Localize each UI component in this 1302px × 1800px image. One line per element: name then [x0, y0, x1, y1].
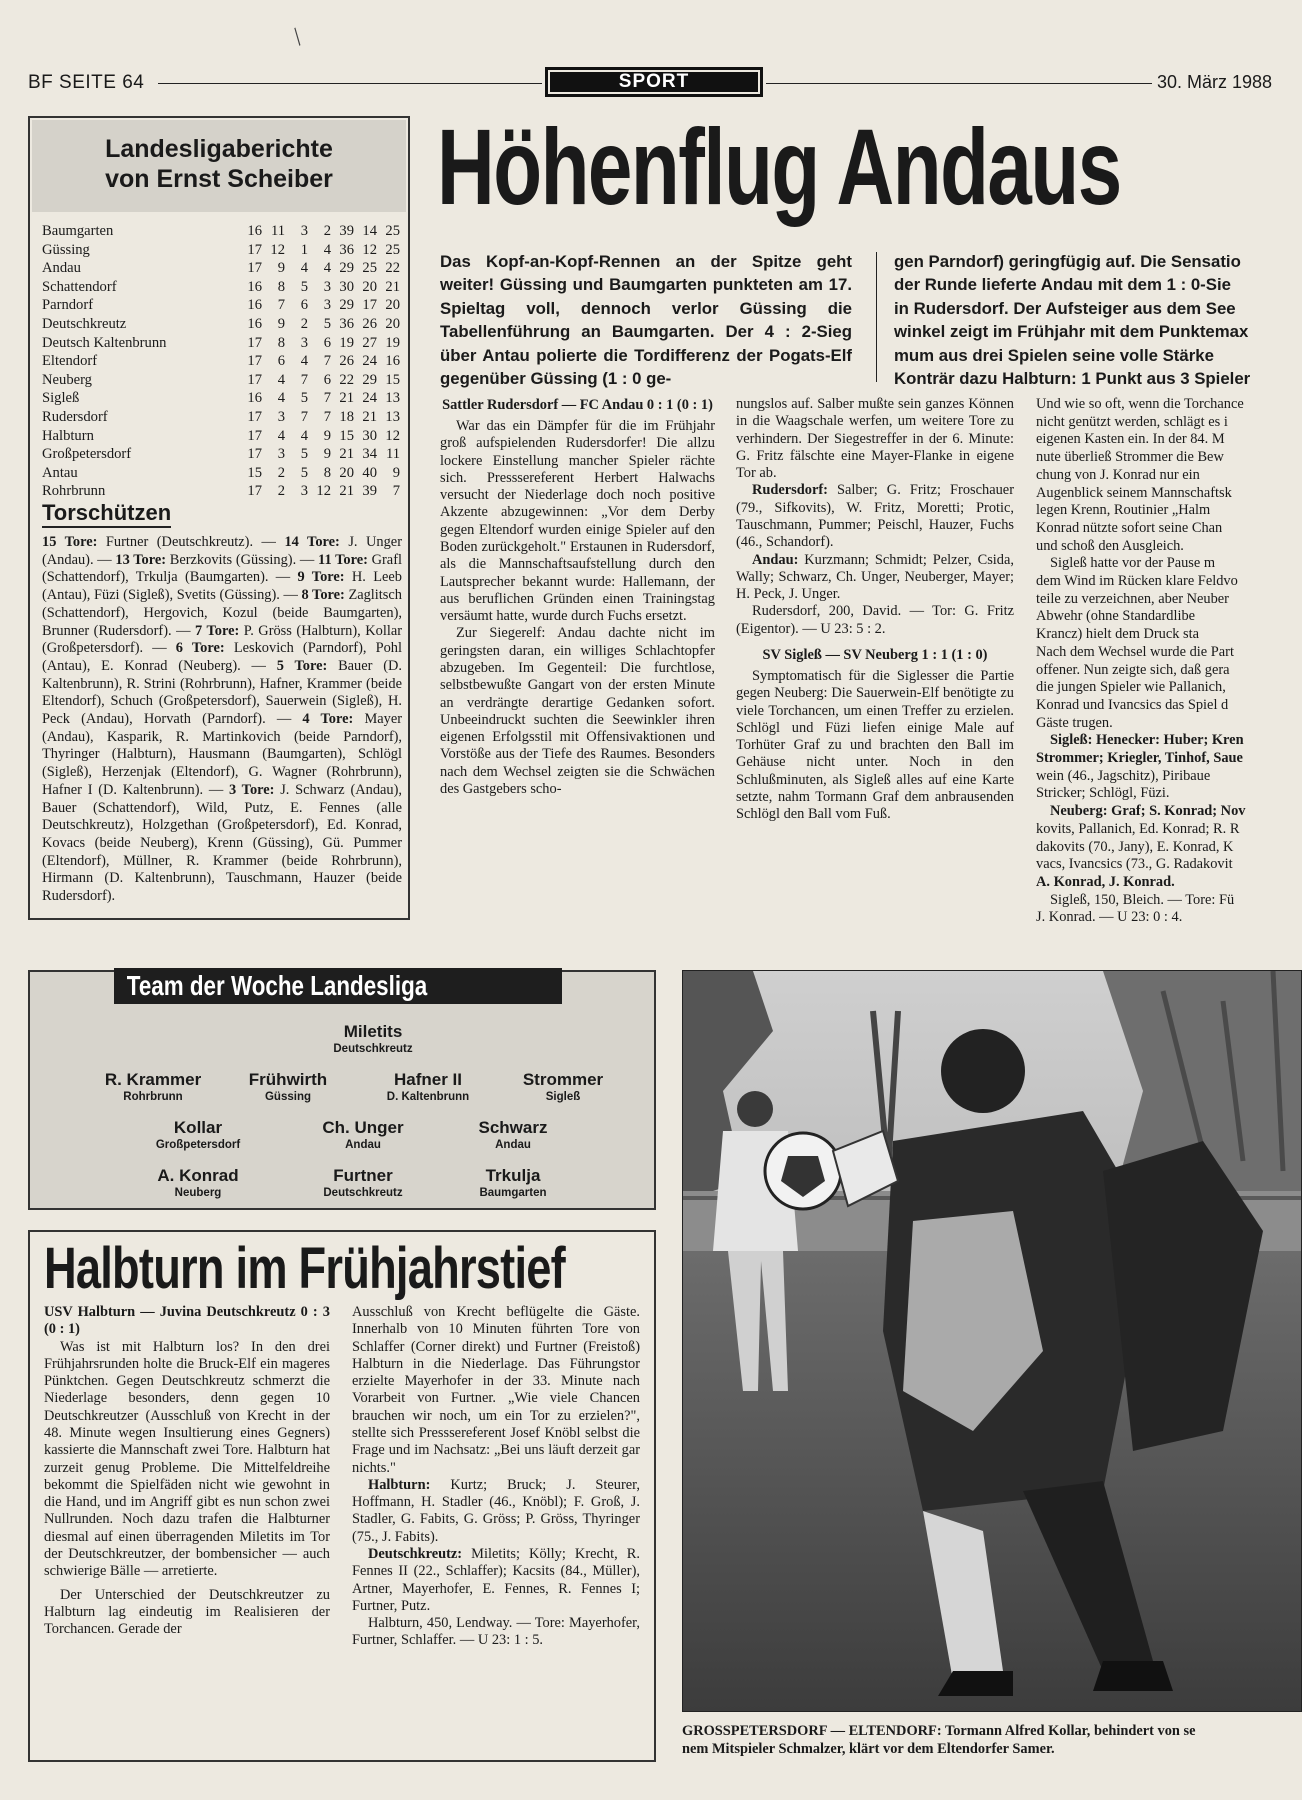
column-line: und schoß den Ausgleich.: [1036, 537, 1184, 554]
goal-count-label: 13 Tore:: [115, 551, 167, 568]
lineup-text: Kurtz; Bruck; J. Steurer, Hoffmann, H. Stadler (46., Knöbl); F. Groß, J. Stadler, G. Fabits, G. Gröss; P. Gröss, Thyringer (75., J. Fabits).: [352, 1476, 640, 1545]
team-name: Neuberg: [42, 371, 92, 388]
table-cell: 3: [277, 408, 285, 425]
lineup-andau: [736, 552, 1014, 604]
scorer-names: Furtner (Deutschkreutz). —: [97, 534, 285, 550]
table-cell: 19: [339, 334, 354, 351]
column-line: wein (46., Jagschitz), Piribaue: [1036, 767, 1211, 784]
scorer-names: Grafl (Schattendorf), Trkulja (Baumgarten). —: [42, 551, 402, 586]
goal-count-label: 15 Tore:: [42, 534, 98, 550]
team-of-week-player: [288, 1118, 438, 1152]
scorer-names: H. Leeb (Antau), Füzi (Sigleß), Svetits (Güssing). —: [42, 569, 402, 604]
table-cell: 3: [323, 297, 331, 314]
column-line: J. Konrad. — U 23: 0 : 4.: [1036, 909, 1183, 926]
lineup-text: Salber; G. Fritz; Froschauer (79., Sifkovits), W. Fritz, Moretti; Protic, Tauschmann, Pummer; Peischl, Hauzer, Fuchs (46., Schandorf).: [736, 482, 1014, 551]
lead-left: Das Kopf-an-Kopf-Rennen an der Spitze geht weiter! Güssing und Baumgarten punkteten am 17. Spieltag voll, dennoch verlor Güssing die Tabellenführung an Baumgarten. Der 4 : 2-Sieg über Antau polierte die Tordifferenz der Pogats-Elf gegenüber Güssing (1 : 0 ge-: [440, 252, 852, 389]
column-line: Gäste trugen.: [1036, 714, 1113, 731]
table-cell: 2: [300, 315, 308, 332]
table-cell: 4: [277, 371, 285, 388]
table-cell: 39: [339, 223, 354, 239]
landesliga-title-line1: Landesligaberichte: [105, 135, 333, 163]
team-name: Halbturn: [42, 427, 94, 444]
table-cell: 7: [392, 483, 400, 500]
table-cell: 6: [323, 334, 331, 351]
table-cell: 3: [300, 483, 308, 500]
team-of-week-player: [288, 1166, 438, 1200]
player-club: Andau: [345, 1139, 381, 1151]
table-cell: 17: [247, 427, 262, 444]
table-cell: 4: [323, 241, 331, 258]
player-name: R. Krammer: [104, 1070, 202, 1089]
player-club: Güssing: [264, 1091, 311, 1103]
goal-count-label: 3 Tore:: [228, 781, 275, 798]
column-line: vacs, Ivancsics (73., G. Radakovit: [1036, 856, 1233, 873]
table-cell: 16: [247, 297, 262, 314]
table-cell: 21: [339, 390, 354, 407]
league-table-row: [42, 278, 402, 297]
team-of-week-player: [298, 1022, 448, 1056]
table-cell: 17: [247, 353, 262, 370]
column-line: kovits, Pallanich, Ed. Konrad; R. R: [1036, 820, 1240, 837]
article-paragraph: Zur Siegerelf: Andau dachte nicht im geringsten daran, ein williges Schlachtopfer abzugeben. Im Gegenteil: Die furchtlose, selbstbewußte Gangart von der ersten Minute an verdrängte derartige Gedanken sofort. Unbeeindruckt suchten die Seewinkler ihren eigenen Erfolgsstil mit Offensivaktionen und Vorstöße aus der Tiefe des Raumes. Besonders nach dem Wechsel zeigten sie die Schwächen des Gastgebers scho-: [440, 625, 715, 797]
table-cell: 11: [385, 446, 400, 463]
column-line: teile zu verzeichnen, aber Neuber: [1036, 590, 1229, 607]
player-name: Ch. Unger: [322, 1118, 404, 1137]
table-cell: 4: [323, 260, 331, 277]
table-cell: 7: [323, 390, 331, 407]
column-line: die jungen Spieler wie Pallanich,: [1036, 679, 1226, 696]
column-line: Strommer; Kriegler, Tinhof, Saue: [1036, 750, 1243, 767]
match-heading-halbturn: USV Halbturn — Juvina Deutschkreutz 0 : 3 (0 : 1): [44, 1304, 330, 1338]
team-name: Güssing: [42, 241, 90, 258]
lead-line: winkel zeigt im Frühjahr mit dem Punktemax: [894, 322, 1249, 342]
table-cell: 4: [300, 353, 308, 370]
table-cell: 17: [247, 260, 262, 277]
goal-count-label: 14 Tore:: [284, 534, 340, 550]
goal-count-label: 11 Tore:: [318, 551, 368, 568]
lineup-label: Andau:: [752, 551, 799, 568]
table-cell: 6: [323, 371, 331, 388]
lineup-label: Rudersdorf:: [752, 482, 828, 499]
team-name: Schattendorf: [42, 278, 117, 295]
table-cell: 2: [277, 464, 285, 481]
lead-line: in Rudersdorf. Der Aufsteiger aus dem See: [894, 298, 1236, 318]
table-cell: 2: [277, 483, 285, 500]
table-cell: 5: [300, 464, 308, 481]
team-name: Großpetersdorf: [42, 446, 132, 463]
league-table-row: [42, 222, 402, 241]
table-cell: 24: [362, 390, 377, 407]
table-cell: 16: [247, 390, 262, 407]
article-paragraph: Der Unterschied der Deutschkreutzer zu Halbturn lag eindeutig im Realisieren der Torchancen. Gerade der: [44, 1586, 330, 1638]
column-line: Konrad und Ivancsics das Spiel d: [1036, 696, 1229, 713]
table-cell: 30: [362, 427, 377, 444]
league-table-row: [42, 296, 402, 315]
table-cell: 11: [270, 223, 285, 239]
goal-count-label: 8 Tore:: [301, 587, 345, 604]
table-cell: 18: [339, 408, 354, 425]
table-cell: 16: [385, 353, 400, 370]
table-cell: 12: [362, 241, 377, 258]
table-cell: 21: [385, 278, 400, 295]
league-table: [42, 222, 402, 501]
table-cell: 9: [277, 315, 285, 332]
table-cell: 17: [247, 408, 262, 425]
player-club: D. Kaltenbrunn: [386, 1091, 470, 1103]
scorer-names: J. Schwarz (Andau), Bauer (Schattendorf), Wild, Putz, E. Fennes (alle Deutschkreutz), Holzgethan (Großpetersdorf), Ed. Konrad, Kovacs (beide Neuberg), Krenn (Güssing), Gü. Pummer (Eltendorf), Müllner, R. Krammer (beide Rohrbrunn), Hirmann (D. Kaltenbrunn), Tauschmann, Hauzer (beide Rudersdorf).: [42, 781, 402, 905]
scorer-names: Berzkovits (Güssing). —: [166, 551, 319, 568]
article-column-1: [440, 396, 715, 798]
table-cell: 25: [385, 241, 400, 258]
table-cell: 12: [270, 241, 285, 258]
table-cell: 17: [247, 371, 262, 388]
player-name: Schwarz: [478, 1118, 548, 1137]
lineup-label: Halbturn:: [368, 1476, 431, 1493]
scorer-names: Bauer (D. Kaltenbrunn), R. Strini (Rohrbrunn), Hafner, Krammer (beide Eltendorf), Schuch (Großpetersdorf), Sauerwein (Sigleß), H. Peck (Andau), Horvath (Parndorf). —: [42, 657, 403, 728]
column-line: nicht genützt werden, schlägt es i: [1036, 413, 1228, 430]
match-stats: Rudersdorf, 200, David. — Tor: G. Fritz (Eigentor). — U 23: 5 : 2.: [736, 603, 1014, 637]
lead-divider: [876, 252, 877, 382]
team-of-week-player: [123, 1166, 273, 1200]
table-cell: 17: [247, 483, 262, 500]
lineup-text: Miletits; Kölly; Krecht, R. Fennes II (22., Schlaffer); Kacsits (84., Müller), Artner, Mayerhofer, E. Fennes, R. Fennes I; Furtner, Putz.: [352, 1545, 640, 1614]
landesliga-title-line2: von Ernst Scheiber: [105, 165, 333, 193]
lineup-deutschkreutz: [352, 1546, 640, 1615]
player-club: Rohrbrunn: [123, 1091, 183, 1103]
table-cell: 27: [362, 334, 377, 351]
table-cell: 15: [247, 464, 262, 481]
player-club: Baumgarten: [479, 1187, 547, 1199]
table-cell: 14: [362, 223, 377, 239]
team-name: Rohrbrunn: [42, 483, 106, 500]
table-cell: 9: [392, 464, 400, 481]
team-name: Eltendorf: [42, 353, 98, 370]
table-cell: 17: [247, 334, 262, 351]
league-table-row: [42, 389, 402, 408]
table-cell: 20: [385, 297, 400, 314]
league-table-row: [42, 334, 402, 353]
player-club: Sigleß: [545, 1091, 581, 1103]
player-name: Furtner: [333, 1166, 393, 1185]
table-cell: 22: [339, 371, 354, 388]
column-line: Sigleß, 150, Bleich. — Tore: Fü: [1050, 891, 1235, 908]
player-club: Deutschkreutz: [323, 1187, 403, 1199]
column-line: nute überließ Strommer die Bew: [1036, 449, 1224, 466]
table-cell: 17: [362, 297, 377, 314]
article-paragraph: War das ein Dämpfer für die im Frühjahr groß aufspielenden Rudersdorfer! Die allzu lockere Einstellung mancher Spieler rächte sich. Presssereferent Herbert Halwachs versucht der Niederlage doch noch positive Akzente abzugewinnen: „Vor dem Derby gegen Eltendorf wurden einige Spieler auf den Boden zurückgeholt." Erstaunen in Rudersdorf, als die Mannschaftsaufstellung durch den Lautsprecher bekannt wurde: Hallemann, der aus beruflichen Gründen einen Trainingstag versäumt hatte, wurde durch Fuchs ersetzt.: [440, 418, 715, 625]
table-cell: 24: [362, 353, 377, 370]
match-heading-sigless-neuberg: SV Sigleß — SV Neuberg 1 : 1 (1 : 0): [762, 646, 988, 663]
article-paragraph: Symptomatisch für die Siglesser die Partie gegen Neuberg: Die Sauerwein-Elf benötigte zu viele Torchancen, um einen Treffer zu erzielen. Schlögl und Füzi liefen einige Male auf Torhüter Graf zu und brachten den Ball im Gehäuse nicht unter. Noch in den Schlußminuten, als Sigleß alles auf eine Karte setzte, nahm Tormann Graf dem anbrausenden Schlögl den Ball vom Fuß.: [736, 667, 1014, 823]
goal-count-label: 9 Tore:: [297, 569, 345, 586]
player-name: Frühwirth: [248, 1070, 328, 1089]
table-cell: 5: [300, 446, 308, 463]
photo-caption: [682, 1722, 1302, 1758]
league-table-row: [42, 445, 402, 464]
league-table-row: [42, 427, 402, 446]
league-table-row: [42, 352, 402, 371]
goal-count-label: 4 Tore:: [302, 711, 354, 728]
match-stats: Halbturn, 450, Lendway. — Tore: Mayerhofer, Furtner, Schlaffer. — U 23: 1 : 5.: [352, 1615, 640, 1649]
table-cell: 15: [339, 427, 354, 444]
table-cell: 21: [362, 408, 377, 425]
table-cell: 8: [277, 278, 285, 295]
header-rule-right: [766, 83, 1152, 84]
table-cell: 20: [339, 464, 354, 481]
player-name: A. Konrad: [157, 1166, 239, 1185]
section-label: SPORT: [550, 72, 758, 92]
column-line: Sigleß: Henecker: Huber; Kren: [1050, 732, 1244, 749]
player-name: Kollar: [173, 1118, 223, 1137]
table-cell: 7: [323, 408, 331, 425]
table-cell: 12: [316, 483, 331, 500]
lineup-halbturn: [352, 1477, 640, 1546]
table-cell: 7: [323, 353, 331, 370]
league-table-row: [42, 259, 402, 278]
league-table-row: [42, 464, 402, 483]
table-cell: 2: [323, 223, 331, 239]
table-cell: 25: [385, 223, 400, 239]
table-cell: 30: [339, 278, 354, 295]
column-line: Sigleß hatte vor der Pause m: [1050, 555, 1216, 572]
lead-line: gen Parndorf) geringfügig auf. Die Sensatio: [894, 252, 1241, 271]
table-cell: 9: [277, 260, 285, 277]
main-headline: Höhenflug Andaus: [437, 106, 1121, 227]
team-of-week-player: [213, 1070, 363, 1104]
table-cell: 40: [362, 464, 377, 481]
lead-line: der Runde lieferte Andau mit dem 1 : 0-Sie: [894, 275, 1231, 295]
player-name: Trkulja: [485, 1166, 541, 1185]
table-cell: 4: [300, 427, 308, 444]
table-cell: 3: [300, 223, 308, 239]
table-cell: 13: [385, 408, 400, 425]
table-cell: 17: [247, 446, 262, 463]
column-line: Augenblick seinem Mannschaftsk: [1036, 484, 1232, 501]
table-cell: 8: [323, 464, 331, 481]
table-cell: 7: [300, 408, 308, 425]
lineup-label: Deutschkreutz:: [368, 1545, 463, 1562]
player-name: Hafner II: [393, 1070, 463, 1089]
column-line: Krancz) hielt dem Druck sta: [1036, 626, 1200, 643]
scorer-names: P. Gröss (Halbturn), Kollar (Großpetersdorf). —: [42, 622, 403, 657]
table-cell: 21: [339, 483, 354, 500]
table-cell: 4: [300, 260, 308, 277]
table-cell: 16: [247, 315, 262, 332]
player-club: Deutschkreutz: [333, 1043, 413, 1055]
table-cell: 3: [323, 278, 331, 295]
team-name: Deutschkreutz: [42, 315, 127, 332]
table-cell: 17: [247, 241, 262, 258]
column-line: chung von J. Konrad nur ein: [1036, 466, 1200, 483]
table-cell: 29: [362, 371, 377, 388]
team-name: Deutsch Kaltenbrunn: [42, 334, 167, 351]
table-cell: 6: [277, 353, 285, 370]
table-cell: 39: [362, 483, 377, 500]
team-of-week-title-text: Team der Woche Landesliga: [126, 970, 428, 1001]
scorers-heading: Torschützen: [42, 500, 171, 528]
lineup-text: Kurzmann; Schmidt; Pelzer, Csida, Wally; Schwarz, Ch. Unger, Neuberger, Mayer; H. Peck, J. Unger.: [736, 551, 1014, 603]
halbturn-column-2: [352, 1304, 640, 1650]
article-column-2: [736, 396, 1014, 823]
lead-line: Konträr dazu Halbturn: 1 Punkt aus 3 Spieler: [894, 369, 1251, 389]
caption-line: nem Mitspieler Schmalzer, klärt vor dem Eltendorfer Samer.: [682, 1741, 1055, 1757]
table-cell: 5: [300, 278, 308, 295]
article-paragraph: Was ist mit Halbturn los? In den drei Frühjahrsrunden holte die Bruck-Elf ein mageres Pünktchen. Gegen Deutschkreutz schmerzt die Niederlage besonders, denn gegen 10 Deutschkreutzer (Ausschluß von Krecht in der 48. Minute wegen Insultierung eines Gegners) kassierte die Mannschaft zwei Tore. Halbturn hat zurzeit genug Probleme. Die Mittelfeldreihe bekommt die Spielfäden nicht wie gewohnt in die Hand, und im Angriff gibt es nun schon zwei Nullrunden. Noch dazu trafen die Halbturner diesmal auf einen überragenden Miletits im Tor der Deutschkreutzer, der bombensicher — auch schwierige Bälle — arretierte.: [44, 1338, 330, 1580]
scorers-list: [42, 534, 402, 906]
lead-right: [894, 250, 1302, 390]
team-of-week-player: [438, 1118, 588, 1152]
table-cell: 16: [247, 278, 262, 295]
player-club: Andau: [495, 1139, 531, 1151]
table-cell: 1: [300, 241, 308, 258]
page-number: BF SEITE 64: [28, 72, 145, 93]
table-cell: 21: [339, 446, 354, 463]
table-cell: 4: [277, 390, 285, 407]
table-cell: 6: [300, 297, 308, 314]
lineup-rudersdorf: [736, 482, 1014, 551]
article-paragraph: Ausschluß von Krecht beflügelte die Gäste. Innerhalb von 10 Minuten führten Tore von Schlaffer (Corner direkt) und Furtner (Freistoß) Halbturn in die Niederlage. Das Führungstor erzielte Mayerhofer in der 33. Minute nach Vorarbeit von Furtner. „Wie viele Chancen brauchen wir noch, um ein Tor zu erzielen?", stellte sich Presssereferent Josef Knöbl selbst die Frage und im Nachsatz: „Bei uns läuft derzeit gar nichts.": [352, 1304, 640, 1476]
column-line: Nach dem Wechsel wurde die Part: [1036, 643, 1234, 660]
table-cell: 13: [385, 390, 400, 407]
team-of-week-player: [488, 1070, 638, 1104]
league-table-row: [42, 482, 402, 501]
column-line: legen Krenn, Routinier „Halm: [1036, 502, 1211, 519]
column-line: dem Wind im Rücken klare Feldvo: [1036, 573, 1238, 590]
column-line: Und wie so oft, wenn die Torchance: [1036, 396, 1244, 412]
column-line: Konrad nützte sofort seine Chan: [1036, 519, 1223, 536]
table-cell: 36: [339, 315, 354, 332]
header-rule-left: [158, 83, 542, 84]
goal-count-label: 6 Tore:: [175, 640, 225, 657]
goal-count-label: 7 Tore:: [195, 622, 240, 639]
scorer-names: J. Unger (Andau). —: [42, 534, 402, 568]
goal-count-label: 5 Tore:: [276, 657, 328, 674]
team-of-week-title: [114, 968, 562, 1004]
player-name: Strommer: [522, 1070, 604, 1089]
team-of-week-player: [438, 1166, 588, 1200]
table-cell: 7: [300, 371, 308, 388]
table-cell: 3: [277, 446, 285, 463]
team-of-week-player: [78, 1070, 228, 1104]
league-table-row: [42, 408, 402, 427]
lead-line: mum aus drei Spielen seine volle Stärke: [894, 345, 1214, 365]
table-cell: 29: [339, 297, 354, 314]
article-column-3: [1036, 396, 1302, 956]
table-cell: 9: [323, 427, 331, 444]
table-cell: 12: [385, 427, 400, 444]
landesliga-title: [32, 120, 406, 212]
column-line: offener. Nun zeigte sich, daß gera: [1036, 661, 1230, 678]
pencil-tick-mark: /: [286, 22, 309, 51]
team-name: Rudersdorf: [42, 408, 108, 425]
issue-date: 30. März 1988: [1157, 72, 1273, 92]
column-line: eigenen Kasten ein. In der 84. M: [1036, 431, 1225, 448]
section-box: [545, 67, 763, 97]
match-heading-rudersdorf-andau: Sattler Rudersdorf — FC Andau 0 : 1 (0 : 1): [442, 397, 713, 413]
photo-illustration: [683, 971, 1302, 1712]
scorer-names: Mayer (Andau), Kasparik, R. Martinkovich (beide Parndorf), Thyringer (Halbturn), Hausmann (Baumgarten), Schlögl (Sigleß), Herzenjak (Eltendorf), G. Wagner (Rohrbrunn), Hafner I (D. Kaltenbrunn). —: [42, 711, 402, 798]
table-cell: 20: [385, 315, 400, 332]
match-photo: [682, 970, 1302, 1712]
table-cell: 36: [339, 241, 354, 258]
column-line: Stricker; Schlögl, Füzi.: [1036, 785, 1170, 802]
table-cell: 19: [385, 334, 400, 351]
team-name: Andau: [42, 260, 81, 277]
table-cell: 9: [323, 446, 331, 463]
team-name: Parndorf: [42, 297, 94, 314]
table-cell: 7: [277, 297, 285, 314]
column-line: A. Konrad, J. Konrad.: [1036, 873, 1175, 890]
player-club: Neuberg: [174, 1187, 222, 1199]
table-cell: 26: [362, 315, 377, 332]
table-cell: 25: [362, 260, 377, 277]
league-table-row: [42, 241, 402, 260]
table-cell: 29: [339, 260, 354, 277]
table-cell: 16: [247, 223, 262, 239]
table-cell: 26: [339, 353, 354, 370]
table-cell: 8: [277, 334, 285, 351]
team-name: Baumgarten: [42, 223, 114, 239]
table-cell: 22: [385, 260, 400, 277]
article-paragraph: nungslos auf. Salber mußte sein ganzes Können in die Waagschale werfen, um weitere Tore zu verhindern. Der Siegestreffer in der 6. Minute: G. Fritz fälschte eine Mayer-Flanke in eigene Tor ab.: [736, 396, 1014, 482]
caption-line: GROSSPETERSDORF — ELTENDORF: Tormann Alfred Kollar, behindert von se: [682, 1723, 1196, 1739]
second-headline: Halbturn im Frühjahrstief: [44, 1236, 565, 1301]
table-cell: 3: [300, 334, 308, 351]
player-name: Miletits: [343, 1022, 403, 1041]
table-cell: 5: [300, 390, 308, 407]
table-cell: 5: [323, 315, 331, 332]
column-line: Abwehr (ohne Standardlibe: [1036, 608, 1196, 625]
team-of-week-player: [353, 1070, 503, 1104]
halbturn-column-1: [44, 1304, 330, 1638]
team-of-week-player: [123, 1118, 273, 1152]
table-cell: 15: [385, 371, 400, 388]
scorer-names: Leskovich (Parndorf), Pohl (Antau), E. Konrad (Neuberg). —: [42, 640, 403, 674]
table-cell: 34: [362, 446, 377, 463]
column-line: Neuberg: Graf; S. Konrad; Nov: [1050, 803, 1246, 820]
team-name: Sigleß: [42, 390, 80, 407]
team-name: Antau: [42, 464, 78, 481]
scorer-names: Zaglitsch (Schattendorf), Hergovich, Kozul (beide Baumgarten), Brunner (Rudersdorf). —: [42, 587, 402, 639]
table-cell: 4: [277, 427, 285, 444]
table-cell: 20: [362, 278, 377, 295]
player-club: Großpetersdorf: [155, 1139, 241, 1151]
column-line: dakovits (70., Jany), E. Konrad, K: [1036, 838, 1234, 855]
league-table-row: [42, 371, 402, 390]
league-table-row: [42, 315, 402, 334]
